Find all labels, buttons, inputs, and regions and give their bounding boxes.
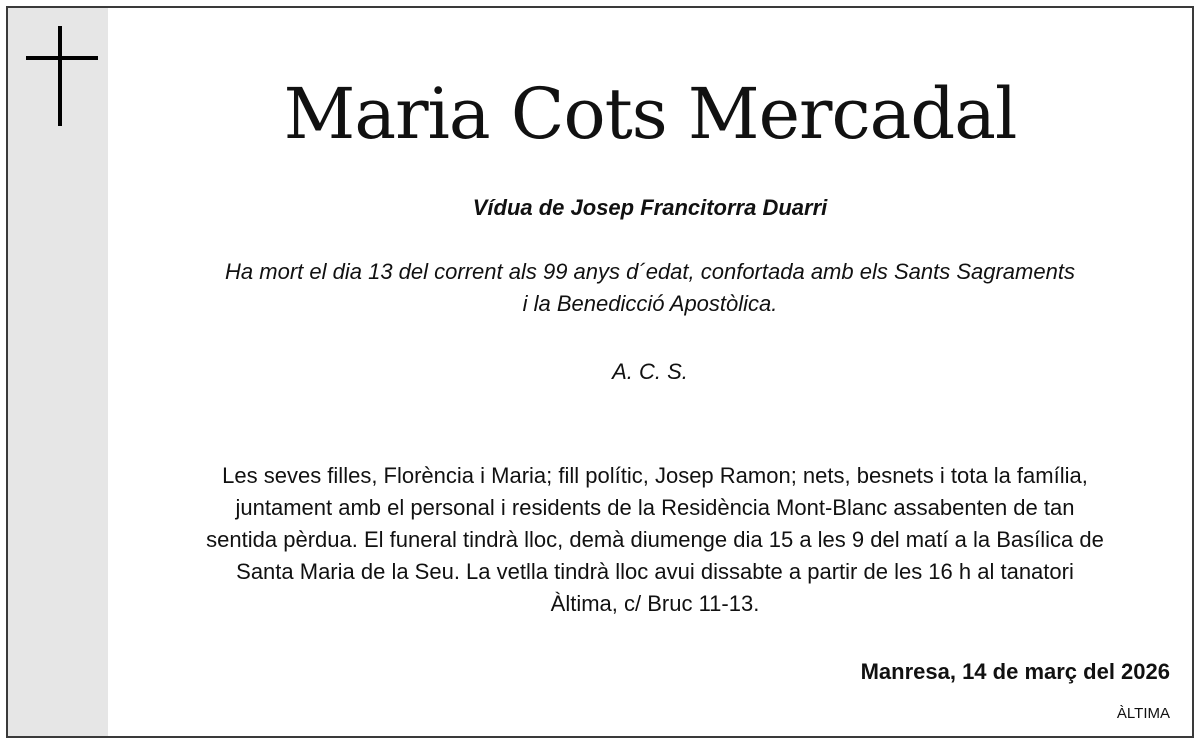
cross-icon (26, 26, 98, 126)
family-line: Àltima, c/ Bruc 11-13. (550, 591, 760, 616)
deceased-name: Maria Cots Mercadal (283, 73, 1017, 155)
place-date: Manresa, 14 de març del 2026 (860, 659, 1170, 684)
side-band (8, 8, 108, 736)
obituary-notice (6, 6, 1194, 738)
funeral-agency: ÀLTIMA (1116, 705, 1170, 722)
death-line: i la Benedicció Apostòlica. (522, 291, 778, 316)
family-paragraph (138, 460, 1172, 620)
family-line: sentida pèrdua. El funeral tindrà lloc, demà diumenge dia 15 a les 9 del matí a la Basílica de (206, 527, 1104, 552)
family-line: Santa Maria de la Seu. La vetlla tindrà lloc avui dissabte a partir de les 16 h al tanatori (236, 559, 1074, 584)
death-announcement (108, 256, 1192, 320)
acs-line: A. C. S. (612, 359, 688, 384)
family-line: juntament amb el personal i residents de la Residència Mont-Blanc assabenten de tan (235, 495, 1075, 520)
widow-of-line: Vídua de Josep Francitorra Duarri (472, 195, 828, 220)
death-line: Ha mort el dia 13 del corrent als 99 anys d´edat, confortada amb els Sants Sagraments (225, 259, 1075, 284)
family-line: Les seves filles, Florència i Maria; fill polític, Josep Ramon; nets, besnets i tota la família, (222, 463, 1088, 488)
